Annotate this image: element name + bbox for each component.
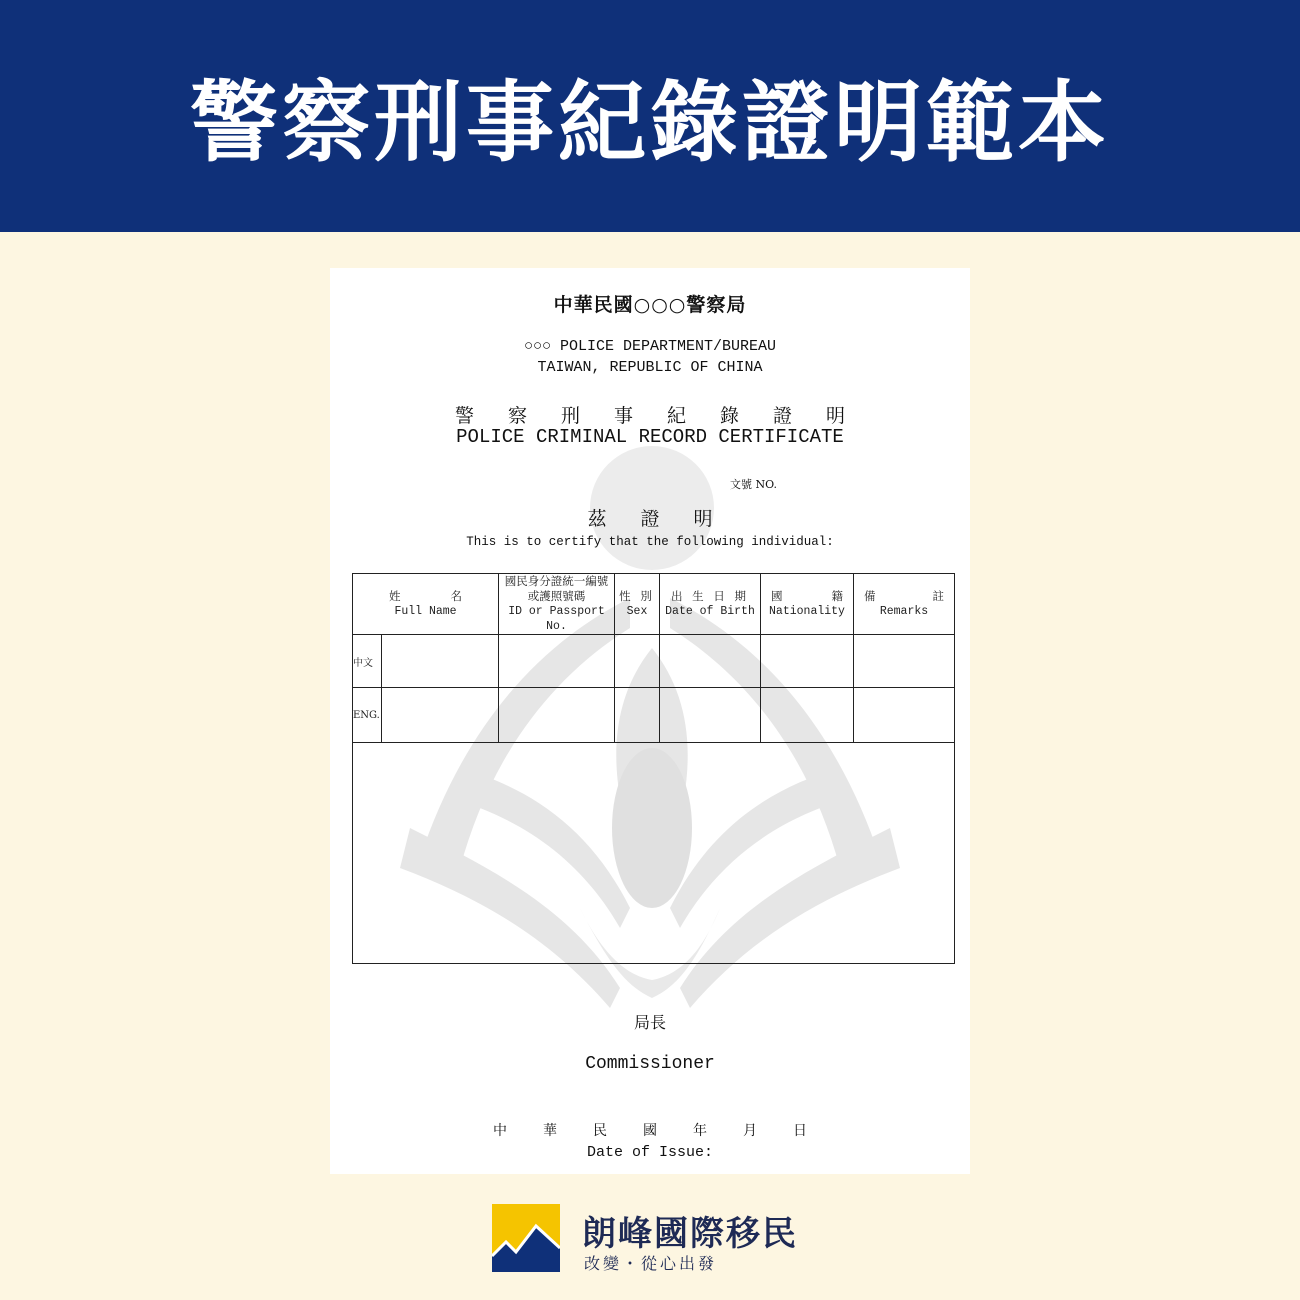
header-sex-cn: 性 別 — [619, 589, 655, 603]
cell-id-en — [499, 688, 615, 743]
title-banner — [0, 0, 1300, 232]
header-remarks-cn-left: 備 — [864, 589, 876, 603]
header-dob-en: Date of Birth — [665, 605, 755, 618]
cell-nationality-cn — [761, 635, 854, 688]
certificate-title-en: POLICE CRIMINAL RECORD CERTIFICATE — [456, 426, 844, 448]
header-nationality — [761, 574, 854, 635]
hereby-certify-cn: 茲證明 — [587, 508, 747, 530]
document-number: 文號 NO. — [730, 478, 777, 491]
header-id-passport — [499, 574, 615, 635]
agency-en-line2: TAIWAN, REPUBLIC OF CHINA — [537, 359, 763, 376]
cell-dob-cn — [660, 635, 761, 688]
issue-date-en: Date of Issue: — [586, 1144, 714, 1161]
header-full-name-en: Full Name — [394, 605, 457, 618]
brand-footer — [492, 1204, 822, 1276]
cell-remarks-en — [854, 688, 955, 743]
cell-sex-en — [615, 688, 660, 743]
header-sex — [615, 574, 660, 635]
header-nationality-cn-left: 國 — [771, 589, 783, 603]
header-full-name-cn-right: 名 — [450, 589, 462, 603]
header-full-name — [353, 574, 499, 635]
cell-sex-cn — [615, 635, 660, 688]
header-nationality-en: Nationality — [769, 605, 845, 618]
row-label-english: ENG. — [353, 688, 382, 743]
chief-title-cn: 局長 — [633, 1013, 666, 1032]
cell-nationality-en — [761, 688, 854, 743]
header-dob-cn: 出 生 日 期 — [671, 589, 749, 603]
table-row-english — [353, 688, 955, 743]
certificate-sample — [330, 268, 970, 1174]
cell-id-cn — [499, 635, 615, 688]
banner-title: 警察刑事紀錄證明範本 — [189, 71, 1110, 174]
brand-slogan: 改變・從心出發 — [584, 1254, 718, 1273]
table-row-chinese — [353, 635, 955, 688]
cell-remarks-cn — [854, 635, 955, 688]
header-id-en: ID or Passport No. — [508, 605, 605, 633]
header-id-cn2: 或護照號碼 — [527, 589, 586, 603]
header-remarks — [854, 574, 955, 635]
cell-name-cn — [382, 635, 499, 688]
header-id-cn: 國民身分證統一編號 — [504, 574, 609, 588]
cell-dob-en — [660, 688, 761, 743]
header-nationality-cn-right: 籍 — [831, 589, 843, 603]
header-remarks-en: Remarks — [879, 605, 929, 618]
agency-cn: 中華民國○○○警察局 — [553, 294, 747, 316]
chief-title-en: Commissioner — [585, 1054, 715, 1074]
cell-name-en — [382, 688, 499, 743]
certificate-table — [352, 573, 955, 964]
agency-en-line1: ○○○ POLICE DEPARTMENT/BUREAU — [523, 338, 777, 355]
header-full-name-cn-left: 姓 — [389, 589, 401, 603]
brand-name: 朗峰國際移民 — [582, 1214, 798, 1254]
certificate-title-cn: 警察刑事紀錄證明 — [454, 405, 879, 427]
header-remarks-cn-right: 註 — [932, 589, 944, 603]
row-label-chinese: 中文 — [353, 635, 382, 688]
mountain-logo-icon — [492, 1204, 560, 1272]
header-date-of-birth — [660, 574, 761, 635]
issue-date-cn: 中華民國年月日 — [493, 1123, 843, 1139]
table-row-record — [353, 743, 955, 964]
header-sex-en: Sex — [626, 605, 648, 618]
record-content-cell — [353, 743, 955, 964]
table-header-row — [353, 574, 955, 635]
certify-statement: This is to certify that the following individual: — [466, 535, 834, 549]
